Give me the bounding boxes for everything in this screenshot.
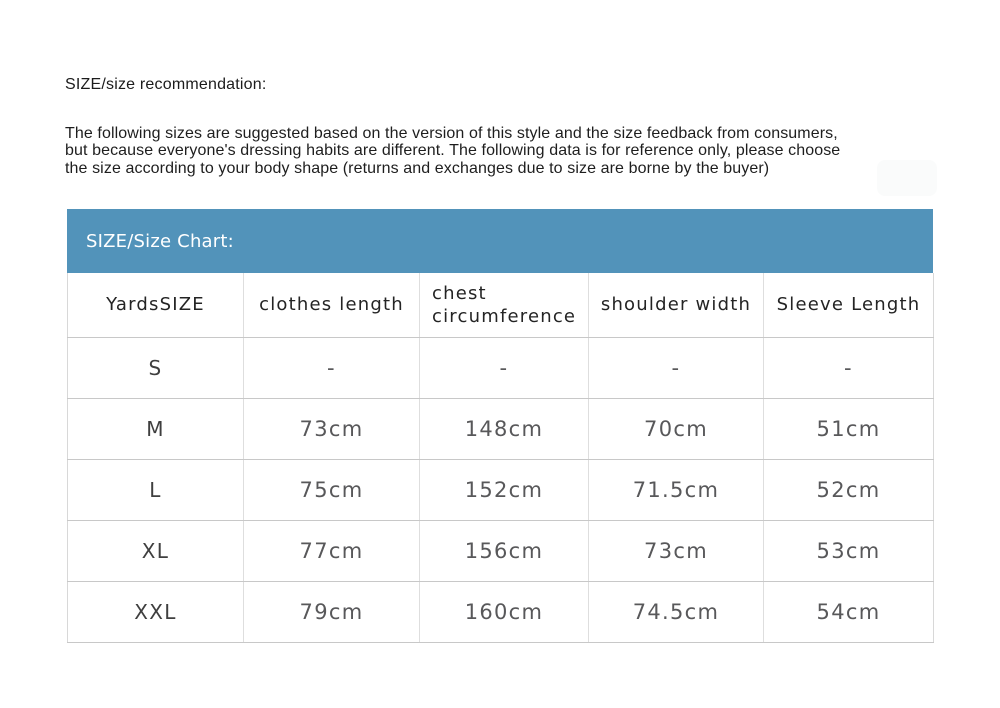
table-cell: 148cm bbox=[420, 398, 589, 459]
table-cell: 52cm bbox=[764, 459, 934, 520]
table-row-s bbox=[68, 337, 934, 398]
size-chart-title-bar bbox=[67, 209, 933, 273]
table-row-xxl bbox=[68, 581, 934, 642]
table-cell: 73cm bbox=[589, 520, 764, 581]
size-cell: L bbox=[68, 459, 244, 520]
size-chart bbox=[67, 209, 933, 643]
header-row bbox=[68, 273, 934, 337]
table-cell: - bbox=[244, 337, 420, 398]
table-cell: 74.5cm bbox=[589, 581, 764, 642]
size-cell: M bbox=[68, 398, 244, 459]
table-cell: 53cm bbox=[764, 520, 934, 581]
table-row-l bbox=[68, 459, 934, 520]
table-cell: 73cm bbox=[244, 398, 420, 459]
column-header-sleeve-length: Sleeve Length bbox=[764, 273, 934, 337]
table-cell: 160cm bbox=[420, 581, 589, 642]
column-header-shoulder-width: shoulder width bbox=[589, 273, 764, 337]
table-cell: 71.5cm bbox=[589, 459, 764, 520]
table-cell: 79cm bbox=[244, 581, 420, 642]
size-cell: XXL bbox=[68, 581, 244, 642]
table-cell: 152cm bbox=[420, 459, 589, 520]
column-header-clothes-length: clothes length bbox=[244, 273, 420, 337]
table-cell: - bbox=[420, 337, 589, 398]
paragraph-line: but because everyone's dressing habits are different. The following data is for reference only, please choose bbox=[65, 142, 841, 160]
size-cell: XL bbox=[68, 520, 244, 581]
column-header-chest-circumference: chest circumference bbox=[420, 273, 589, 337]
faint-highlight-box bbox=[877, 160, 937, 196]
table-cell: 54cm bbox=[764, 581, 934, 642]
description-paragraph bbox=[65, 125, 945, 177]
column-header-yards-size: YardsSIZE bbox=[68, 273, 244, 337]
table-row-m bbox=[68, 398, 934, 459]
table-cell: 75cm bbox=[244, 459, 420, 520]
table-cell: 156cm bbox=[420, 520, 589, 581]
table-cell: 70cm bbox=[589, 398, 764, 459]
size-cell: S bbox=[68, 337, 244, 398]
page-title: SIZE/size recommendation: bbox=[65, 76, 267, 93]
size-chart-table bbox=[67, 273, 934, 643]
size-chart-title: SIZE/Size Chart: bbox=[86, 230, 234, 252]
paragraph-line: the size according to your body shape (returns and exchanges due to size are borne by the buyer) bbox=[65, 159, 770, 177]
paragraph-line: The following sizes are suggested based on the version of this style and the size feedback from consumers, bbox=[65, 125, 838, 142]
table-cell: - bbox=[589, 337, 764, 398]
table-cell: 77cm bbox=[244, 520, 420, 581]
table-row-xl bbox=[68, 520, 934, 581]
table-cell: 51cm bbox=[764, 398, 934, 459]
table-cell: - bbox=[764, 337, 934, 398]
